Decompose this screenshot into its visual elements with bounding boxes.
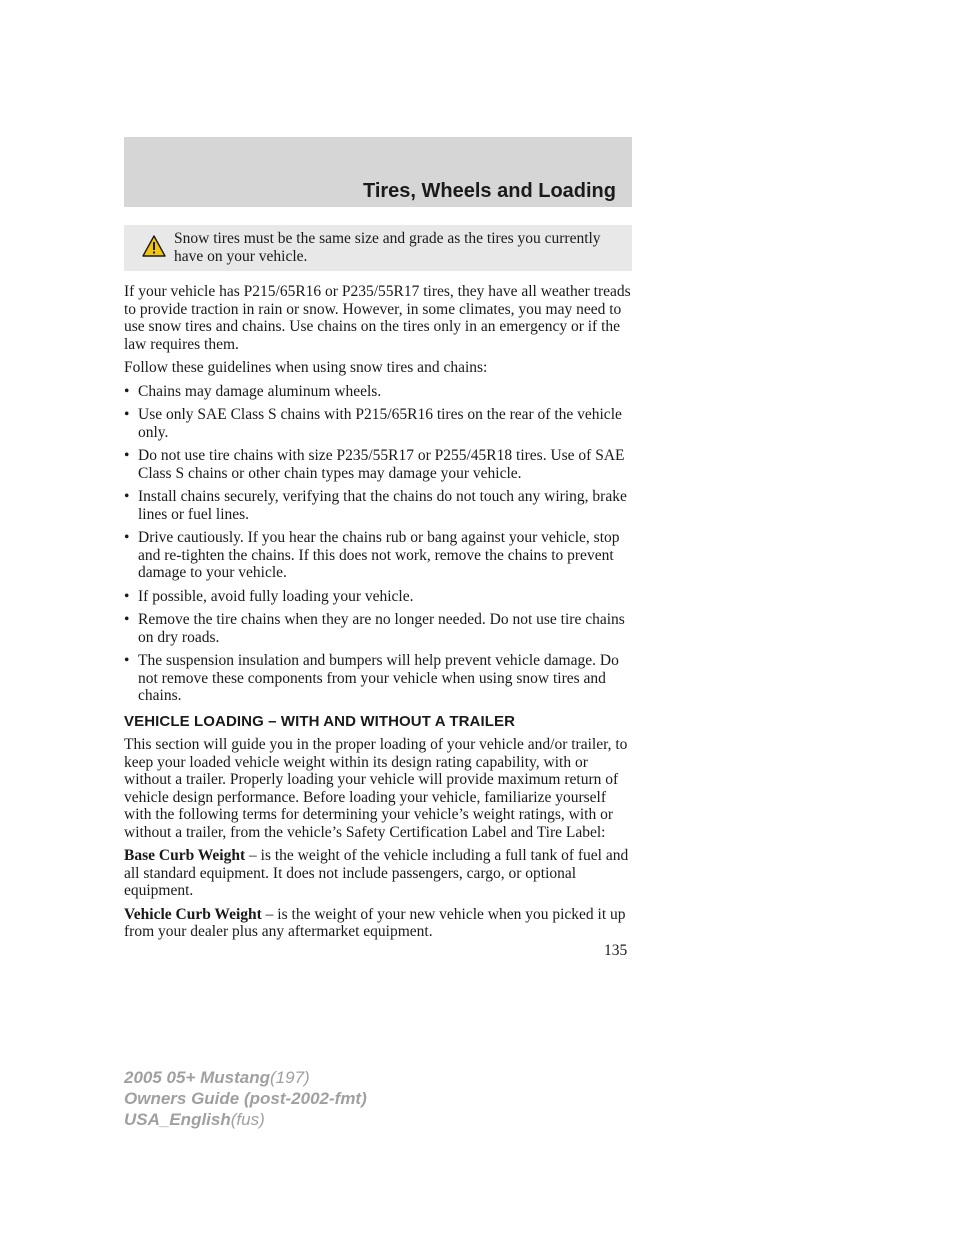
footer-model-code: (197) xyxy=(270,1068,310,1087)
list-item: • If possible, avoid fully loading your vehicle. xyxy=(124,588,634,606)
definition-text: – is the weight of your new vehicle when you picked it up from your dealer plus any aftermarket equipment. xyxy=(124,905,626,940)
list-item: • Remove the tire chains when they are no longer needed. Do not use tire chains on dry roads. xyxy=(124,611,634,646)
footer-language-code: (fus) xyxy=(230,1110,265,1129)
warning-triangle-icon xyxy=(142,235,166,257)
footer-line-3 xyxy=(124,1109,367,1130)
warning-text: Snow tires must be the same size and grade as the tires you currently have on your vehicle. xyxy=(174,230,601,265)
guidelines-paragraph: Follow these guidelines when using snow tires and chains: xyxy=(124,359,488,376)
footer-guide: Owners Guide (post-2002-fmt) xyxy=(124,1089,367,1108)
list-item: • Use only SAE Class S chains with P215/65R16 tires on the rear of the vehicle only. xyxy=(124,406,634,441)
list-item: • Chains may damage aluminum wheels. xyxy=(124,383,634,401)
footer-language: USA_English xyxy=(124,1110,231,1129)
section-heading: VEHICLE LOADING – WITH AND WITHOUT A TRAILER xyxy=(124,712,516,730)
list-item: • The suspension insulation and bumpers will help prevent vehicle damage. Do not remove these components from your vehicle when using snow tires and chains. xyxy=(124,652,634,705)
footer xyxy=(124,1067,367,1130)
list-item: • Install chains securely, verifying that the chains do not touch any wiring, brake lines or fuel lines. xyxy=(124,488,634,523)
definition-term: Base Curb Weight xyxy=(124,847,246,864)
footer-line-2 xyxy=(124,1088,367,1109)
definition-text: – is the weight of the vehicle including a full tank of fuel and all standard equipment. It does not include passengers, cargo, or optional equipment. xyxy=(124,847,629,899)
footer-model: 2005 05+ Mustang xyxy=(124,1068,270,1087)
definition-base-curb-weight xyxy=(124,847,634,900)
page-title: Tires, Wheels and Loading xyxy=(362,180,616,202)
definition-term: Vehicle Curb Weight xyxy=(124,905,262,923)
body-text xyxy=(124,283,634,947)
section-paragraph: This section will guide you in the proper loading of your vehicle and/or trailer, to keep your loaded vehicle weight within its design rating capability, with or without a trailer. Properly loading your vehicle will provide maximum return of vehicle design performance. Before loading your vehicle, familiarize yourself with the following terms for determining your vehicle’s weight ratings, with or without a trailer, from the vehicle’s Safety Certification Label and Tire Label: xyxy=(124,736,628,841)
list-item: • Do not use tire chains with size P235/55R17 or P255/45R18 tires. Use of SAE Class S chains or other chain types may damage your vehicle. xyxy=(124,447,634,482)
warning-box xyxy=(124,225,632,271)
list-item: • Drive cautiously. If you hear the chains rub or bang against your vehicle, stop and re-tighten the chains. If this does not work, remove the chains to prevent damage to your vehicle. xyxy=(124,529,634,582)
intro-paragraph: If your vehicle has P215/65R16 or P235/55R17 tires, they have all weather treads to provide traction in rain or snow. However, in some climates, you may need to use snow tires and chains. Use chains on the tires only in an emergency or if the law requires them. xyxy=(124,283,631,353)
definition-vehicle-curb-weight xyxy=(124,906,634,941)
footer-line-1 xyxy=(124,1067,367,1088)
guidelines-list xyxy=(124,383,634,705)
header-band xyxy=(124,137,632,207)
page-number: 135 xyxy=(604,942,628,959)
